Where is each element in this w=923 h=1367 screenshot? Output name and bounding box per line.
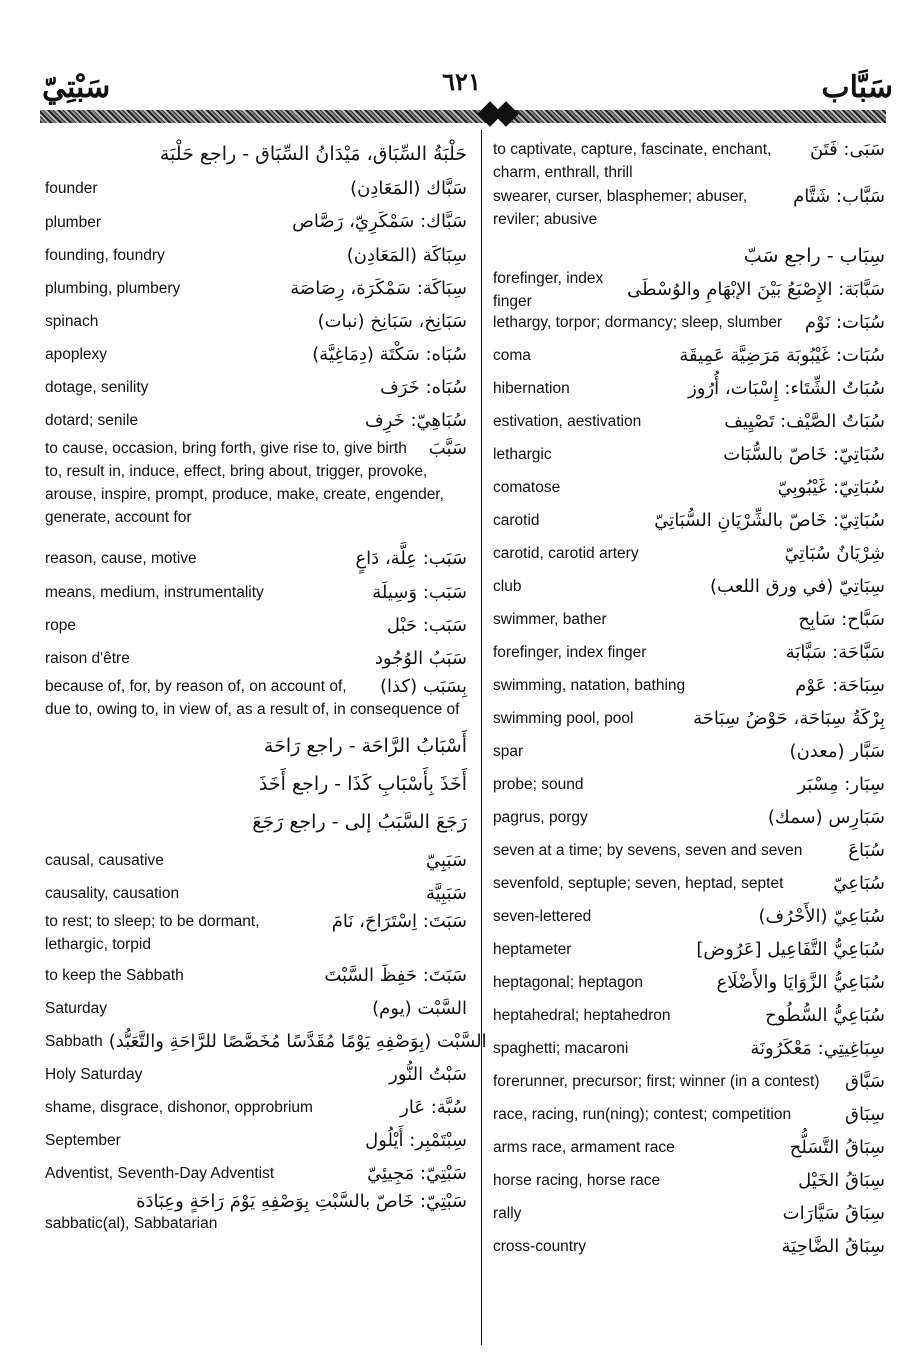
arabic-headword: سِبَاحَة: عَوْم <box>795 674 885 696</box>
english-translation: to rest; to sleep; to be dormant, lethargic, torpid <box>45 913 260 953</box>
dictionary-entry <box>45 1058 467 1091</box>
guide-word-left: سَبْتِيّ <box>42 71 111 104</box>
dictionary-entry <box>493 1098 885 1131</box>
dictionary-entry <box>45 992 467 1025</box>
arabic-headword: سُبَاتِيّ: خَاصّ بالسُّبَات <box>723 443 885 465</box>
arabic-headword: سِبَاكَة: سَمْكَرَة، رِصَاصَة <box>290 277 467 299</box>
english-translation: forerunner, precursor; first; winner (in a contest) <box>493 1073 820 1090</box>
english-translation: arms race, armament race <box>493 1139 675 1156</box>
dictionary-entry <box>493 438 885 471</box>
dictionary-entry <box>45 910 467 959</box>
dictionary-entry <box>45 877 467 910</box>
arabic-headword: سَبَب: عِلَّة، دَاعٍ <box>355 547 467 569</box>
dictionary-entry <box>45 305 467 338</box>
dictionary-entry <box>45 576 467 609</box>
dictionary-entry <box>45 768 467 806</box>
page-number: ٦٢١ <box>442 70 481 96</box>
dictionary-entry <box>45 609 467 642</box>
english-translation: race, racing, run(ning); contest; competition <box>493 1106 792 1123</box>
english-translation: carotid, carotid artery <box>493 545 639 562</box>
english-translation: dotard; senile <box>45 412 139 429</box>
english-translation: spar <box>493 743 524 760</box>
english-translation: cross-country <box>493 1238 587 1255</box>
arabic-headword: بِرْكَةُ سِبَاحَة، حَوْضُ سِبَاحَة <box>693 707 885 729</box>
guide-word-right: سَبَّاب <box>821 71 893 104</box>
dictionary-entry <box>45 1025 487 1058</box>
arabic-headword: سُبَاعِيّ <box>833 872 885 894</box>
arabic-headword: سَبَبِيّ <box>426 849 467 871</box>
dictionary-entry <box>493 834 885 867</box>
english-translation: seven at a time; by sevens, seven and seven <box>493 842 803 859</box>
english-translation: Adventist, Seventh-Day Adventist <box>45 1165 275 1182</box>
arabic-headword: سُبَاه: سَكْتَة (دِمَاغِيَّة) <box>312 343 467 365</box>
arabic-headword: سِبَاقُ الضَّاحِيَة <box>781 1235 885 1257</box>
english-translation: carotid <box>493 512 540 529</box>
column-divider <box>481 130 482 1345</box>
english-translation: to keep the Sabbath <box>45 967 184 984</box>
arabic-headword: سَبَارِس (سمك) <box>767 806 885 828</box>
arabic-headword: سُبَات: غَيْبُوبَة مَرَضِيَّة عَمِيقَة <box>679 344 885 366</box>
dictionary-entry <box>45 371 467 404</box>
dictionary-entry <box>493 1131 885 1164</box>
english-translation: club <box>493 578 522 595</box>
english-translation: seven-lettered <box>493 908 592 925</box>
header-rule-right <box>508 110 886 123</box>
dictionary-entry <box>45 404 467 437</box>
arabic-headword: سِبَاقُ سَيَّارَات <box>782 1202 885 1224</box>
english-translation: estivation, aestivation <box>493 413 642 430</box>
english-translation: Sabbath <box>45 1033 103 1050</box>
dictionary-entry <box>493 702 885 735</box>
arabic-headword: سَبْتِيّ: مَجِيئِيّ <box>367 1162 467 1184</box>
english-translation: means, medium, instrumentality <box>45 584 264 601</box>
english-translation: rope <box>45 617 77 634</box>
dictionary-entry <box>45 437 467 541</box>
english-translation: coma <box>493 347 531 364</box>
dictionary-entry <box>493 537 885 570</box>
arabic-headword: سَبَّاق <box>845 1070 885 1092</box>
arabic-headword: سَبَب: وَسِيلَة <box>372 581 467 603</box>
dictionary-entry <box>493 138 885 185</box>
arabic-headword: السَّبْت (بِوَصْفِهِ يَوْمًا مُقَدَّسًا مُخَصَّصًا للرَّاحَةِ والتَّعَبُّد) <box>108 1030 487 1052</box>
arabic-headword: سُبَاتُ الصَّيْف: تَصْيِيف <box>724 410 885 432</box>
arabic-headword: سَبَى: فَتَنَ <box>809 139 885 160</box>
arabic-headword: سِبَار: مِسْبَر <box>797 773 885 795</box>
arabic-headword: سَبَتَ: حَفِظَ السَّبْتَ <box>324 964 467 986</box>
dictionary-entry <box>493 339 885 372</box>
english-translation: lethargic <box>493 446 552 463</box>
english-translation: founder <box>45 180 98 197</box>
dictionary-entry <box>493 405 885 438</box>
english-translation: spinach <box>45 313 99 330</box>
english-translation: heptameter <box>493 941 572 958</box>
arabic-headword: سُبَاه: خَرَف <box>380 376 467 398</box>
dictionary-entry <box>493 504 885 537</box>
dictionary-entry <box>493 867 885 900</box>
arabic-headword: سَبَّاحَة: سَبَّابَة <box>785 641 885 663</box>
english-translation: reason, cause, motive <box>45 550 197 567</box>
dictionary-entry <box>45 272 467 305</box>
arabic-headword: سُبَاتِيّ: غَيْبُوبِيّ <box>777 476 885 498</box>
dictionary-entry <box>493 636 885 669</box>
arabic-headword: سِبْتَمْبِر: أَيْلُول <box>365 1129 467 1151</box>
arabic-headword: سِبَاقُ الخَيْل <box>798 1169 885 1191</box>
english-translation: spaghetti; macaroni <box>493 1040 629 1057</box>
arabic-headword: سَبَبِيَّة <box>425 882 467 904</box>
arabic-headword: سَبَانِخ، سَبَانِخ (نبات) <box>317 310 467 332</box>
dictionary-entry <box>493 269 885 310</box>
dictionary-entry <box>493 1032 885 1065</box>
dictionary-entry <box>45 172 467 205</box>
english-translation: horse racing, horse race <box>493 1172 661 1189</box>
english-translation: apoplexy <box>45 346 108 363</box>
english-translation: comatose <box>493 479 561 496</box>
arabic-headword: سَبَّاك: سَمْكَرِيّ، رَصَّاص <box>292 211 467 232</box>
dictionary-entry <box>45 138 467 172</box>
english-translation: lethargy, torpor; dormancy; sleep, slumber <box>493 314 783 331</box>
arabic-headword: سِبَاب - راجع سَبّ <box>743 245 885 267</box>
left-column <box>45 138 487 1242</box>
dictionary-entry <box>493 306 885 339</box>
dictionary-entry <box>493 1065 885 1098</box>
arabic-headword: سَبْتُ النُّور <box>389 1063 467 1085</box>
dictionary-entry <box>45 642 467 675</box>
english-translation: pagrus, porgy <box>493 809 588 826</box>
arabic-headword: سَبَّبَ <box>428 438 467 459</box>
arabic-headword: سِبَاكَة (المَعَادِن) <box>346 244 467 266</box>
dictionary-entry <box>45 675 467 730</box>
dictionary-entry <box>493 933 885 966</box>
english-translation: Holy Saturday <box>45 1066 143 1083</box>
dictionary-entry <box>45 338 467 371</box>
arabic-headword: سُبَاعِيُّ السُّطُوح <box>765 1004 885 1026</box>
arabic-headword: سَبَبُ الوُجُود <box>374 647 467 669</box>
arabic-headword: سِبَاقُ التَّسَلُّح <box>789 1136 885 1158</box>
english-translation: probe; sound <box>493 776 584 793</box>
arabic-headword: أَخَذَ بِأَسْبَابِ كَذَا - راجع أَخَذَ <box>258 773 467 795</box>
arabic-headword: سُبَاعِيُّ التَّفَاعِيل [عَرُوض] <box>696 938 885 960</box>
dictionary-entry <box>45 239 467 272</box>
right-column <box>493 138 885 1263</box>
arabic-headword: سُبَّة: عَار <box>400 1096 467 1118</box>
english-translation: plumber <box>45 213 101 231</box>
arabic-headword: سُبَاهِيّ: خَرِف <box>365 409 467 431</box>
dictionary-entry <box>45 1124 467 1157</box>
dictionary-entry <box>493 1197 885 1230</box>
dictionary-entry <box>45 205 467 239</box>
dictionary-entry <box>493 372 885 405</box>
english-translation: September <box>45 1132 121 1149</box>
english-translation: heptagonal; heptagon <box>493 974 643 991</box>
dictionary-entry <box>45 959 467 992</box>
english-translation: hibernation <box>493 380 570 397</box>
english-translation: swimming pool, pool <box>493 710 634 727</box>
dictionary-entry <box>493 801 885 834</box>
english-translation: to cause, occasion, bring forth, give rise to, give birth to, result in, induce, effect, bring about, trigger, provoke, arouse, inspire, prompt, produce, make, create, engender, generate, account for <box>45 440 444 526</box>
dictionary-entry <box>493 966 885 999</box>
dictionary-entry <box>45 730 467 768</box>
arabic-headword: سُبَاعِيُّ الزَّوَايَا والأَضْلَاع <box>716 971 885 993</box>
english-translation: dotage, senility <box>45 379 149 396</box>
dictionary-entry <box>493 603 885 636</box>
english-translation: heptahedral; heptahedron <box>493 1007 671 1024</box>
english-translation: causality, causation <box>45 885 180 902</box>
dictionary-entry <box>45 806 467 844</box>
english-translation: sevenfold, septuple; seven, heptad, septet <box>493 875 784 892</box>
english-translation: causal, causative <box>45 852 164 869</box>
dictionary-entry <box>493 471 885 504</box>
arabic-headword: سَبَّابَة: الإِصْبَعُ بَيْنَ الإبْهَامِ والوُسْطَى <box>627 278 885 300</box>
english-translation: to captivate, capture, fascinate, enchant, charm, enthrall, thrill <box>493 141 772 181</box>
dictionary-entry <box>493 1230 885 1263</box>
arabic-headword: بِسَبَب (كذا) <box>380 676 467 697</box>
english-translation: because of, for, by reason of, on account of, due to, owing to, in view of, as a result of, in consequence of <box>45 678 460 718</box>
arabic-headword: سُبَاعَ <box>848 839 885 861</box>
dictionary-entry <box>493 570 885 603</box>
english-translation: shame, disgrace, dishonor, opprobrium <box>45 1099 313 1116</box>
english-translation: Saturday <box>45 1000 108 1017</box>
dictionary-entry <box>45 844 467 877</box>
english-translation: founding, foundry <box>45 247 165 264</box>
dictionary-entry <box>493 735 885 768</box>
dictionary-entry <box>45 1157 467 1190</box>
dictionary-entry <box>493 768 885 801</box>
arabic-headword: رَجَعَ السَّبَبُ إلى - راجع رَجَعَ <box>252 811 467 833</box>
dictionary-entry <box>493 900 885 933</box>
english-translation: forefinger, index finger <box>493 644 647 661</box>
arabic-headword: سَبَّاب: شَتَّام <box>793 186 885 207</box>
arabic-headword: سُبَاعِيّ (الأَحْرُف) <box>758 905 885 927</box>
arabic-headword: السَّبْت (يوم) <box>372 997 467 1019</box>
arabic-headword: شِرْيَانٌ سُبَاتِيّ <box>784 542 885 564</box>
arabic-headword: سُبَاتِيّ: خَاصّ بالشِّرْيَانِ السُّبَاتِيّ <box>654 509 885 531</box>
english-translation: rally <box>493 1205 522 1222</box>
arabic-headword: أَسْبَابُ الرَّاحَة - راجع رَاحَة <box>263 735 467 757</box>
english-translation: plumbing, plumbery <box>45 280 181 297</box>
dictionary-entry <box>493 1164 885 1197</box>
english-translation: sabbatic(al), Sabbatarian <box>45 1215 218 1232</box>
arabic-headword: حَلْبَةُ السِّبَاق، مَيْدَانُ السِّبَاق - راجع حَلْبَة <box>159 143 467 165</box>
dictionary-entry <box>493 185 885 240</box>
arabic-headword: سَبَب: حَبْل <box>386 614 467 636</box>
arabic-headword: سَبَّار (معدن) <box>789 740 885 762</box>
english-translation: raison d'être <box>45 650 130 667</box>
arabic-headword: سِبَاق <box>845 1103 885 1125</box>
arabic-headword: سَبَّاك (المَعَادِن) <box>350 177 467 199</box>
arabic-headword: سَبَّاح: سَابِح <box>798 608 885 630</box>
english-translation: forefinger, index finger <box>493 269 604 310</box>
dictionary-entry <box>45 1091 467 1124</box>
arabic-headword: سُبَاتُ الشِّتَاء: إِسْبَات، أُرُوز <box>688 377 885 399</box>
header-rule-left <box>40 110 492 123</box>
arabic-headword: سُبَات: نَوْم <box>804 311 885 333</box>
arabic-headword: سَبَتَ: اِسْتَرَاحَ، نَامَ <box>331 911 467 932</box>
english-translation: swimming, natation, bathing <box>493 677 686 694</box>
dictionary-entry <box>45 1190 467 1242</box>
dictionary-entry <box>45 541 467 576</box>
english-translation: swearer, curser, blasphemer; abuser, reviler; abusive <box>493 188 748 228</box>
dictionary-entry <box>493 999 885 1032</box>
english-translation: swimmer, bather <box>493 611 607 628</box>
arabic-headword: سِبَاغِيتِي: مَعْكَرُونَة <box>750 1037 885 1059</box>
arabic-headword: سَبْتِيّ: خَاصّ بالسَّبْتِ بِوَصْفِهِ يَوْمَ رَاحَةٍ وعِبَادَة <box>136 1191 467 1212</box>
arabic-headword: سِبَاتِيّ (في ورق اللعب) <box>710 575 885 597</box>
dictionary-entry <box>493 669 885 702</box>
